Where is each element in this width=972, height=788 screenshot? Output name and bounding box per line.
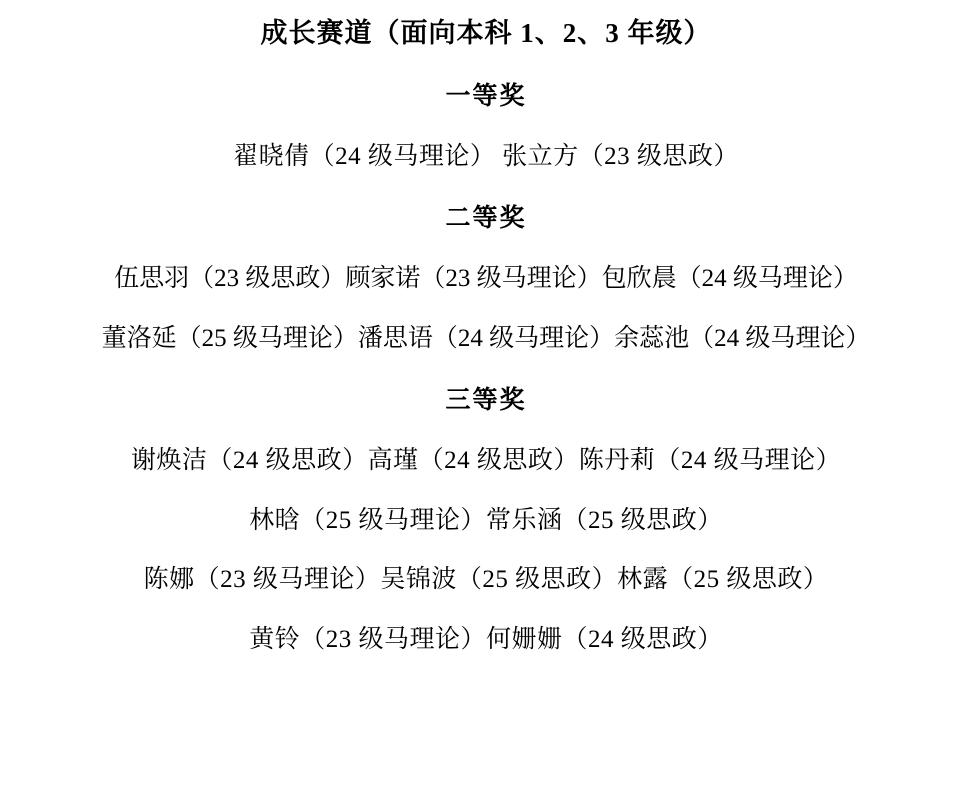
award-heading-third: 三等奖 xyxy=(445,387,527,415)
winner-line: 翟晓倩（24 级马理论） 张立方（23 级思政） xyxy=(233,142,739,170)
award-section-third xyxy=(10,385,962,657)
winner-line: 黄铃（23 级马理论）何姗姗（24 级思政） xyxy=(249,626,723,654)
winner-line: 陈娜（23 级马理论）吴锦波（25 级思政）林露（25 级思政） xyxy=(143,566,829,594)
award-heading-first: 一等奖 xyxy=(445,83,527,111)
award-heading-second: 二等奖 xyxy=(445,205,527,233)
award-section-second xyxy=(10,203,962,355)
winner-line: 董洛延（25 级马理论）潘思语（24 级马理论）余蕊池（24 级马理论） xyxy=(101,324,871,352)
page-title: 成长赛道（面向本科 1、2、3 年级） xyxy=(260,18,712,48)
award-section-first xyxy=(10,81,962,173)
winner-line: 谢焕洁（24 级思政）高瑾（24 级思政）陈丹莉（24 级马理论） xyxy=(130,446,842,474)
winner-line: 林晗（25 级马理论）常乐涵（25 级思政） xyxy=(249,506,723,534)
winner-line: 伍思羽（23 级思政）顾家诺（23 级马理论）包欣晨（24 级马理论） xyxy=(114,264,858,292)
